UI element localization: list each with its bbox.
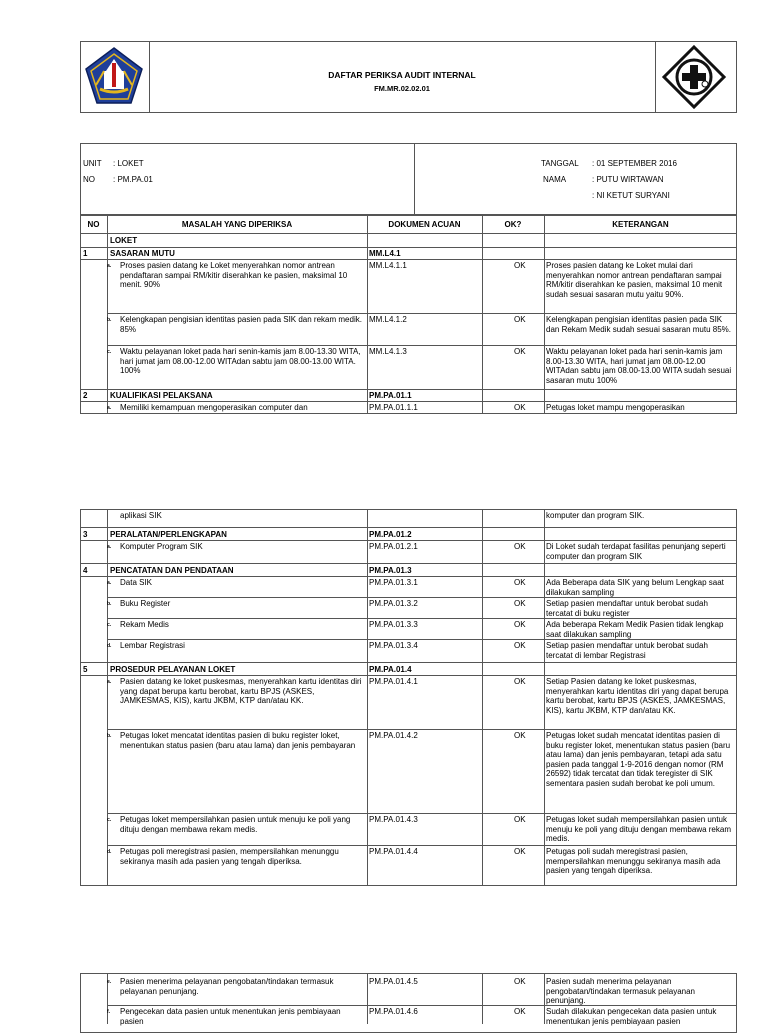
row-letter: c. xyxy=(107,817,112,823)
no-value: : PM.PA.01 xyxy=(113,175,153,184)
section-title: PROSEDUR PELAYANAN LOKET xyxy=(110,665,236,674)
row-letter: d. xyxy=(107,849,112,855)
row-keterangan: Di Loket sudah terdapat fasilitas penunjang seperti computer dan program SIK xyxy=(546,542,726,561)
col-header-masalah: MASALAH YANG DIPERIKSA xyxy=(181,220,293,229)
row-doc: MM.L4.1.2 xyxy=(369,315,407,324)
row-doc: PM.PA.01.4.5 xyxy=(369,977,418,986)
row-ok: OK xyxy=(514,261,526,270)
unit-label: UNIT xyxy=(83,159,102,168)
col-header-ok: OK? xyxy=(504,220,522,229)
section-doc: PM.PA.01.3 xyxy=(369,566,412,575)
row-ok: OK xyxy=(514,731,526,740)
row-masalah: Rekam Medis xyxy=(120,620,169,629)
section-title: PENCATATAN DAN PENDATAAN xyxy=(110,566,234,575)
row-letter: d. xyxy=(107,643,112,649)
row-doc: MM.L4.1.3 xyxy=(369,347,407,356)
row-letter: e. xyxy=(107,979,112,985)
section-title: KUALIFIKASI PELAKSANA xyxy=(110,391,213,400)
row-doc: PM.PA.01.4.6 xyxy=(369,1007,418,1016)
row-keterangan-continued: komputer dan program SIK. xyxy=(546,511,645,520)
row-masalah: Petugas poli meregistrasi pasien, mempersilahkan menunggu sekiranya masih ada pasien yang tengah diperiksa. xyxy=(120,847,339,866)
document-code: FM.MR.02.02.01 xyxy=(374,84,430,93)
row-keterangan: Petugas loket mampu mengoperasikan xyxy=(546,403,685,412)
row-doc: PM.PA.01.4.4 xyxy=(369,847,418,856)
row-masalah: Pasien menerima pelayanan pengobatan/tindakan termasuk pelayanan penunjang. xyxy=(120,977,334,996)
row-ok: OK xyxy=(514,677,526,686)
section-doc: PM.PA.01.4 xyxy=(369,665,412,674)
row-masalah-continued: aplikasi SIK xyxy=(120,511,162,520)
row-letter: c. xyxy=(107,349,112,355)
row-masalah: Lembar Registrasi xyxy=(120,641,185,650)
row-doc: PM.PA.01.3.1 xyxy=(369,578,418,587)
row-masalah: Data SIK xyxy=(120,578,153,587)
row-masalah: Buku Register xyxy=(120,599,171,608)
section-title: PERALATAN/PERLENGKAPAN xyxy=(110,530,227,539)
row-keterangan: Kelengkapan pengisian identitas pasien pada SIK dan Rekam Medik sudah sesuai sasaran mutu 85%. xyxy=(546,315,731,334)
row-letter: b. xyxy=(107,733,112,739)
row-doc: PM.PA.01.4.1 xyxy=(369,677,418,686)
section-title: SASARAN MUTU xyxy=(110,249,175,258)
row-doc: PM.PA.01.4.2 xyxy=(369,731,418,740)
row-keterangan: Setiap pasien mendaftar untuk berobat sudah tercatat di buku register xyxy=(546,599,708,618)
row-keterangan: Sudah dilakukan pengecekan data pasien untuk menentukan jenis pembiayaan pasien xyxy=(546,1007,717,1026)
row-keterangan: Proses pasien datang ke Loket mulai dari menyerahkan nomor antrean pendaftaran sampai RM/kitir diserahkan ke pasien, maksimal 10 menit sudah sesuai sasaran mutu yaitu 90%. xyxy=(546,261,723,299)
nama-value-2: : NI KETUT SURYANI xyxy=(592,191,670,200)
document-title: DAFTAR PERIKSA AUDIT INTERNAL xyxy=(328,70,476,80)
row-ok: OK xyxy=(514,815,526,824)
health-cross-logo xyxy=(661,44,727,110)
row-masalah: Pengecekan data pasien untuk menentukan jenis pembiayaan pasien xyxy=(120,1007,341,1026)
row-masalah: Kelengkapan pengisian identitas pasien pada SIK dan rekam medik. 85% xyxy=(120,315,362,334)
nama-label: NAMA xyxy=(543,175,567,184)
row-keterangan: Ada beberapa Rekam Medik Pasien tidak lengkap saat dilakukan sampling xyxy=(546,620,724,639)
row-doc: PM.PA.01.2.1 xyxy=(369,542,418,551)
row-letter: a. xyxy=(107,679,112,685)
row-ok: OK xyxy=(514,599,526,608)
row-letter: a. xyxy=(107,544,112,550)
row-masalah: Pasien datang ke loket puskesmas, menyerahkan kartu identitas diri yang dapat berupa kartu berobat, kartu BPJS (ASKES, JAMKESMAS, KIS), kartu JKBM, KTP dan/atau KK. xyxy=(120,677,362,705)
row-letter: f. xyxy=(107,1009,111,1015)
row-keterangan: Waktu pelayanan loket pada hari senin-kamis jam 8.00-13.30 WITA, hari jumat jam 08.00-12.00 WITAdan sabtu jam 08.00-13.00 WITA sudah sesuai sasaran mutu 100% xyxy=(546,347,732,385)
section-doc: MM.L4.1 xyxy=(369,249,401,258)
row-doc: PM.PA.01.3.3 xyxy=(369,620,418,629)
row-keterangan: Setiap pasien mendaftar untuk berobat sudah tercatat di lembar Registrasi xyxy=(546,641,708,660)
row-letter: c. xyxy=(107,622,112,628)
col-header-keterangan: KETERANGAN xyxy=(612,220,669,229)
row-ok: OK xyxy=(514,977,526,986)
row-doc: PM.PA.01.4.3 xyxy=(369,815,418,824)
row-ok: OK xyxy=(514,403,526,412)
row-ok: OK xyxy=(514,578,526,587)
row-ok: OK xyxy=(514,315,526,324)
row-ok: OK xyxy=(514,620,526,629)
tanggal-label: TANGGAL xyxy=(541,159,579,168)
section-number: 5 xyxy=(83,665,88,674)
row-masalah: Waktu pelayanan loket pada hari senin-kamis jam 8.00-13.30 WITA, hari jumat jam 08.00-12.00 WITAdan sabtu jam 08.00-13.00 WITA. 100% xyxy=(120,347,361,375)
section-doc: PM.PA.01.1 xyxy=(369,391,412,400)
col-header-no: NO xyxy=(87,220,100,229)
row-letter: b. xyxy=(107,601,112,607)
section-number: 2 xyxy=(83,391,88,400)
col-header-dokumen: DOKUMEN ACUAN xyxy=(388,220,461,229)
row-masalah: Memiliki kemampuan mengoperasikan computer dan xyxy=(120,403,308,412)
row-ok: OK xyxy=(514,641,526,650)
unit-section-title: LOKET xyxy=(110,236,138,245)
no-label: NO xyxy=(83,175,95,184)
row-ok: OK xyxy=(514,847,526,856)
row-letter: a. xyxy=(107,263,112,269)
row-ok: OK xyxy=(514,347,526,356)
row-masalah: Petugas loket mencatat identitas pasien di buku register loket, menentukan status pasien (baru atau lama) dan jenis pembayaran xyxy=(120,731,356,750)
row-keterangan: Petugas loket sudah mencatat identitas pasien di buku register loket, menentukan status pasien (baru atau lama) dan jenis pembayaran, tetapi ada satu pasien pada tanggal 1-9-2016 dengan nomor (RM 26592) tidak tercatat dan tidak teregister di SIK sementara pasien sudah berobat ke poli umum. xyxy=(546,731,731,788)
nama-value-1: : PUTU WIRTAWAN xyxy=(592,175,664,184)
tanggal-value: : 01 SEPTEMBER 2016 xyxy=(592,159,677,168)
row-ok: OK xyxy=(514,1007,526,1016)
row-masalah: Proses pasien datang ke Loket menyerahkan nomor antrean pendaftaran sampai RM/kitir diserahkan ke pasien, maksimal 10 menit. 90% xyxy=(120,261,348,289)
regional-seal-logo xyxy=(82,45,146,109)
row-keterangan: Petugas poli sudah meregistrasi pasien, mempersilahkan menunggu sekiranya masih ada pasien yang tengah diperiksa. xyxy=(546,847,721,875)
row-letter: a. xyxy=(107,580,112,586)
section-number: 3 xyxy=(83,530,88,539)
row-letter: b. xyxy=(107,317,112,323)
row-keterangan: Pasien sudah menerima pelayanan pengobatan/tindakan termasuk pelayanan penunjang. xyxy=(546,977,695,1005)
row-keterangan: Setiap Pasien datang ke loket puskesmas, menyerahkan kartu identitas diri yang dapat berupa kartu berobat, kartu BPJS (ASKES, JAMKESMAS, KIS), kartu JKBM, KTP dan/atau KK. xyxy=(546,677,729,715)
row-doc: PM.PA.01.3.2 xyxy=(369,599,418,608)
row-doc: MM.L4.1.1 xyxy=(369,261,407,270)
section-doc: PM.PA.01.2 xyxy=(369,530,412,539)
row-ok: OK xyxy=(514,542,526,551)
row-masalah: Komputer Program SIK xyxy=(120,542,203,551)
section-number: 1 xyxy=(83,249,88,258)
row-keterangan: Petugas loket sudah mempersilahkan pasien untuk menuju ke poli yang dituju dengan membawa rekam medis. xyxy=(546,815,731,843)
unit-value: : LOKET xyxy=(113,159,144,168)
section-number: 4 xyxy=(83,566,88,575)
row-masalah: Petugas loket mempersilahkan pasien untuk menuju ke poli yang dituju dengan membawa rekam medis. xyxy=(120,815,351,834)
row-doc: PM.PA.01.1.1 xyxy=(369,403,418,412)
row-letter: a. xyxy=(107,405,112,411)
row-keterangan: Ada Beberapa data SIK yang belum Lengkap saat dilakukan sampling xyxy=(546,578,724,597)
row-doc: PM.PA.01.3.4 xyxy=(369,641,418,650)
